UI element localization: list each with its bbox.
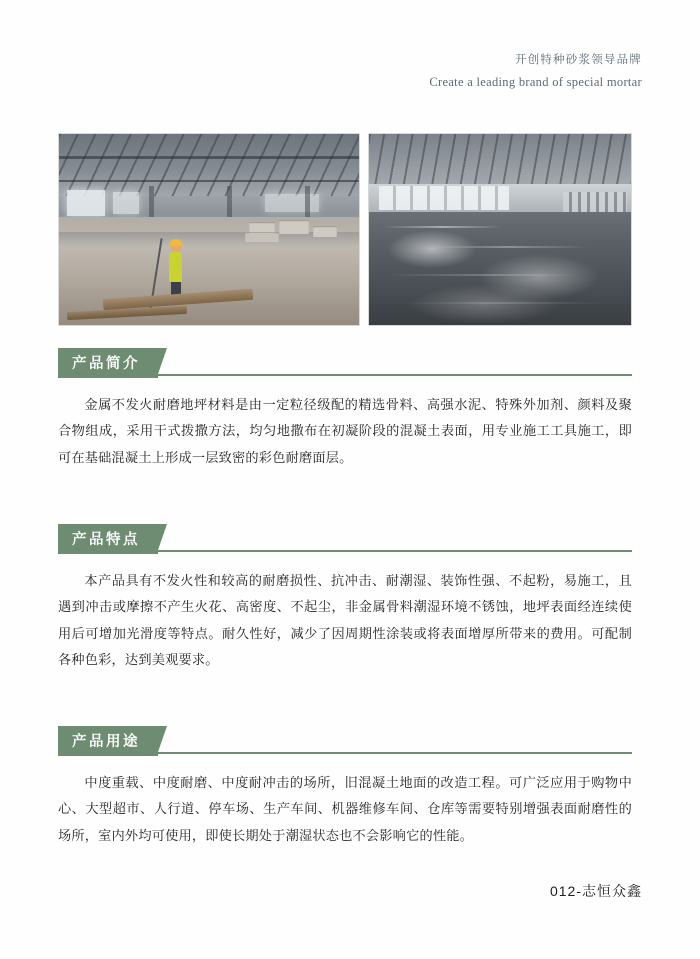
page-footer: 012-志恒众鑫 xyxy=(549,883,642,899)
light-streak xyxy=(429,246,589,248)
section-heading xyxy=(58,524,632,550)
floor-reflection xyxy=(409,284,559,324)
material-bags xyxy=(313,226,337,237)
roof-beam xyxy=(59,180,359,182)
roller-doors xyxy=(379,186,509,210)
slogan-english: Create a leading brand of special mortar xyxy=(429,75,642,90)
polished-floor-warehouse-photo xyxy=(368,133,632,326)
photo-strip xyxy=(58,133,632,326)
worker-vest xyxy=(169,252,182,282)
section-title: 产品简介 xyxy=(58,348,158,378)
section-heading xyxy=(58,726,632,752)
worker-helmet xyxy=(169,239,183,246)
wall-window xyxy=(113,192,139,214)
light-streak xyxy=(383,226,503,228)
section-product-intro xyxy=(58,348,632,471)
wall-window xyxy=(67,190,105,216)
section-product-uses xyxy=(58,726,632,849)
factory-floor-pouring-photo xyxy=(58,133,360,326)
section-heading xyxy=(58,348,632,374)
wall-window xyxy=(265,194,319,212)
section-body: 中度重载、中度耐磨、中度耐冲击的场所，旧混凝土地面的改造工程。可广泛应用于购物中心、大型超市、人行道、停车场、生产车间、机器维修车间、仓库等需要特别增强表面耐磨性的场所，室内外均可使用，即使长期处于潮湿状态也不会影响它的性能。 xyxy=(58,775,632,843)
roof-beam xyxy=(59,156,359,159)
material-bags xyxy=(279,220,309,234)
floor-reflection xyxy=(387,230,477,268)
header-slogan xyxy=(429,52,642,92)
slogan-chinese: 开创特种砂浆领导品牌 xyxy=(515,54,642,66)
section-product-features xyxy=(58,524,632,674)
roof-structure xyxy=(369,134,631,190)
storage-rack xyxy=(563,192,627,214)
material-bags xyxy=(245,232,279,242)
section-body: 金属不发火耐磨地坪材料是由一定粒径级配的精选骨料、高强水泥、特殊外加剂、颜料及聚合物组成，采用干式拨撒方法，均匀地撒布在初凝阶段的混凝土表面，用专业施工工具施工，即可在基础混凝土上形成一层致密的彩色耐磨面层。 xyxy=(58,397,632,465)
section-body: 本产品具有不发火性和较高的耐磨损性、抗冲击、耐潮湿、装饰性强、不起粉，易施工，且遇到冲击或摩擦不产生火花、高密度、不起尘，非金属骨料潮湿环境不锈蚀，地坪表面经连续使用后可增加光滑度等特点。耐久性好，减少了因周期性涂装或将表面增厚所带来的费用。可配制各种色彩，达到美观要求。 xyxy=(58,573,632,668)
light-streak xyxy=(399,302,609,304)
light-streak xyxy=(389,274,579,276)
roof-structure xyxy=(59,134,359,196)
section-title: 产品特点 xyxy=(58,524,158,554)
section-title: 产品用途 xyxy=(58,726,158,756)
